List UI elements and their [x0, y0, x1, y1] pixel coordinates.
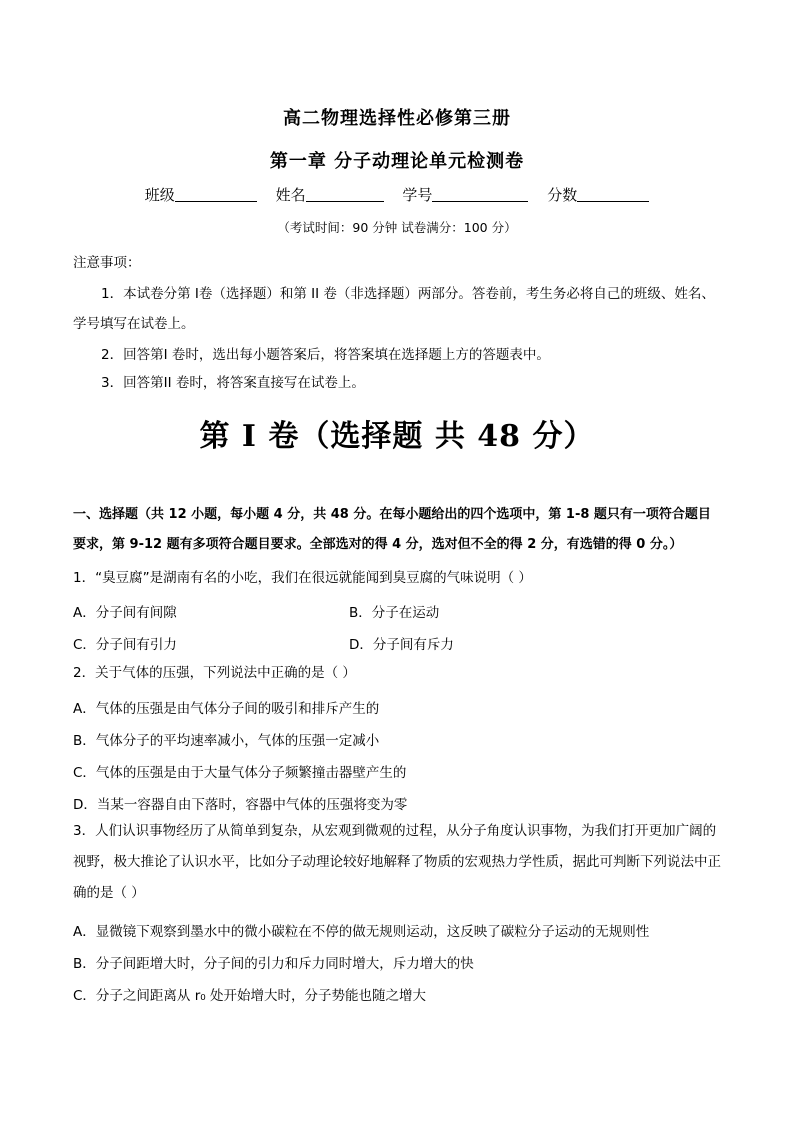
exam-title: 高二物理选择性必修第三册 [283, 108, 511, 129]
question-3-option-b: B．分子间距增大时，分子间的引力和斥力同时增大，斥力增大的快 [73, 956, 474, 972]
question-3-option-c: C．分子之间距离从 r₀ 处开始增大时，分子势能也随之增大 [73, 988, 426, 1004]
score-label: 分数 [547, 186, 578, 204]
section-title: 第 I 卷（选择题 共 48 分） [199, 419, 595, 454]
student-info-line [0, 184, 794, 205]
notice-item-2: 2．回答第I 卷时，选出每小题答案后，将答案填在选择题上方的答题表中。 [101, 347, 550, 363]
part-instructions: 一、选择题（共 12 小题，每小题 4 分，共 48 分。在每小题给出的四个选项中，第 1-8 题只有一项符合题目要求，第 9-12 题有多项符合题目要求。全部选对的得 4 分，选对但不全的得 2 分，有选错的得 0 分。） [73, 507, 711, 552]
notice-heading: 注意事项： [73, 255, 141, 271]
question-2-option-d: D．当某一容器自由下落时，容器中气体的压强将变为零 [73, 797, 408, 813]
name-blank [306, 187, 384, 202]
question-2-option-a: A．气体的压强是由气体分子间的吸引和排斥产生的 [73, 701, 380, 717]
question-2-option-b: B．气体分子的平均速率减小，气体的压强一定减小 [73, 733, 380, 749]
question-1-stem: 1．“臭豆腐”是湖南有名的小吃，我们在很远就能闻到臭豆腐的气味说明（ ） [73, 570, 532, 586]
exam-meta: （考试时间：90 分钟 试卷满分：100 分） [277, 220, 517, 235]
question-3-option-a: A．显微镜下观察到墨水中的微小碳粒在不停的做无规则运动，这反映了碳粒分子运动的无规则性 [73, 924, 650, 940]
exam-subtitle: 第一章 分子动理论单元检测卷 [269, 151, 525, 172]
name-label: 姓名 [275, 186, 306, 204]
class-label: 班级 [144, 186, 175, 204]
question-1-option-c: C．分子间有引力 [73, 637, 177, 653]
question-1-option-b: B．分子在运动 [349, 605, 440, 621]
question-2-stem: 2．关于气体的压强，下列说法中正确的是（ ） [73, 665, 356, 681]
score-blank [577, 187, 649, 202]
question-1-option-a: A．分子间有间隙 [73, 605, 177, 621]
question-2-option-c: C．气体的压强是由于大量气体分子频繁撞击器壁产生的 [73, 765, 407, 781]
question-1-option-d: D．分子间有斥力 [349, 637, 454, 653]
notice-item-3: 3．回答第II 卷时，将答案直接写在试卷上。 [101, 375, 365, 391]
id-label: 学号 [402, 186, 433, 204]
class-blank [175, 187, 257, 202]
notice-item-1: 1．本试卷分第 I卷（选择题）和第 II 卷（非选择题）两部分。答卷前，考生务必将自己的班级、姓名、学号填写在试卷上。 [73, 286, 715, 332]
question-3-stem: 3．人们认识事物经历了从简单到复杂，从宏观到微观的过程，从分子角度认识事物，为我们打开更加广阔的视野，极大推论了认识水平，比如分子动理论较好地解释了物质的宏观热力学性质，据此可判断下列说法中正确的是（ ） [73, 823, 721, 901]
id-blank [432, 187, 528, 202]
